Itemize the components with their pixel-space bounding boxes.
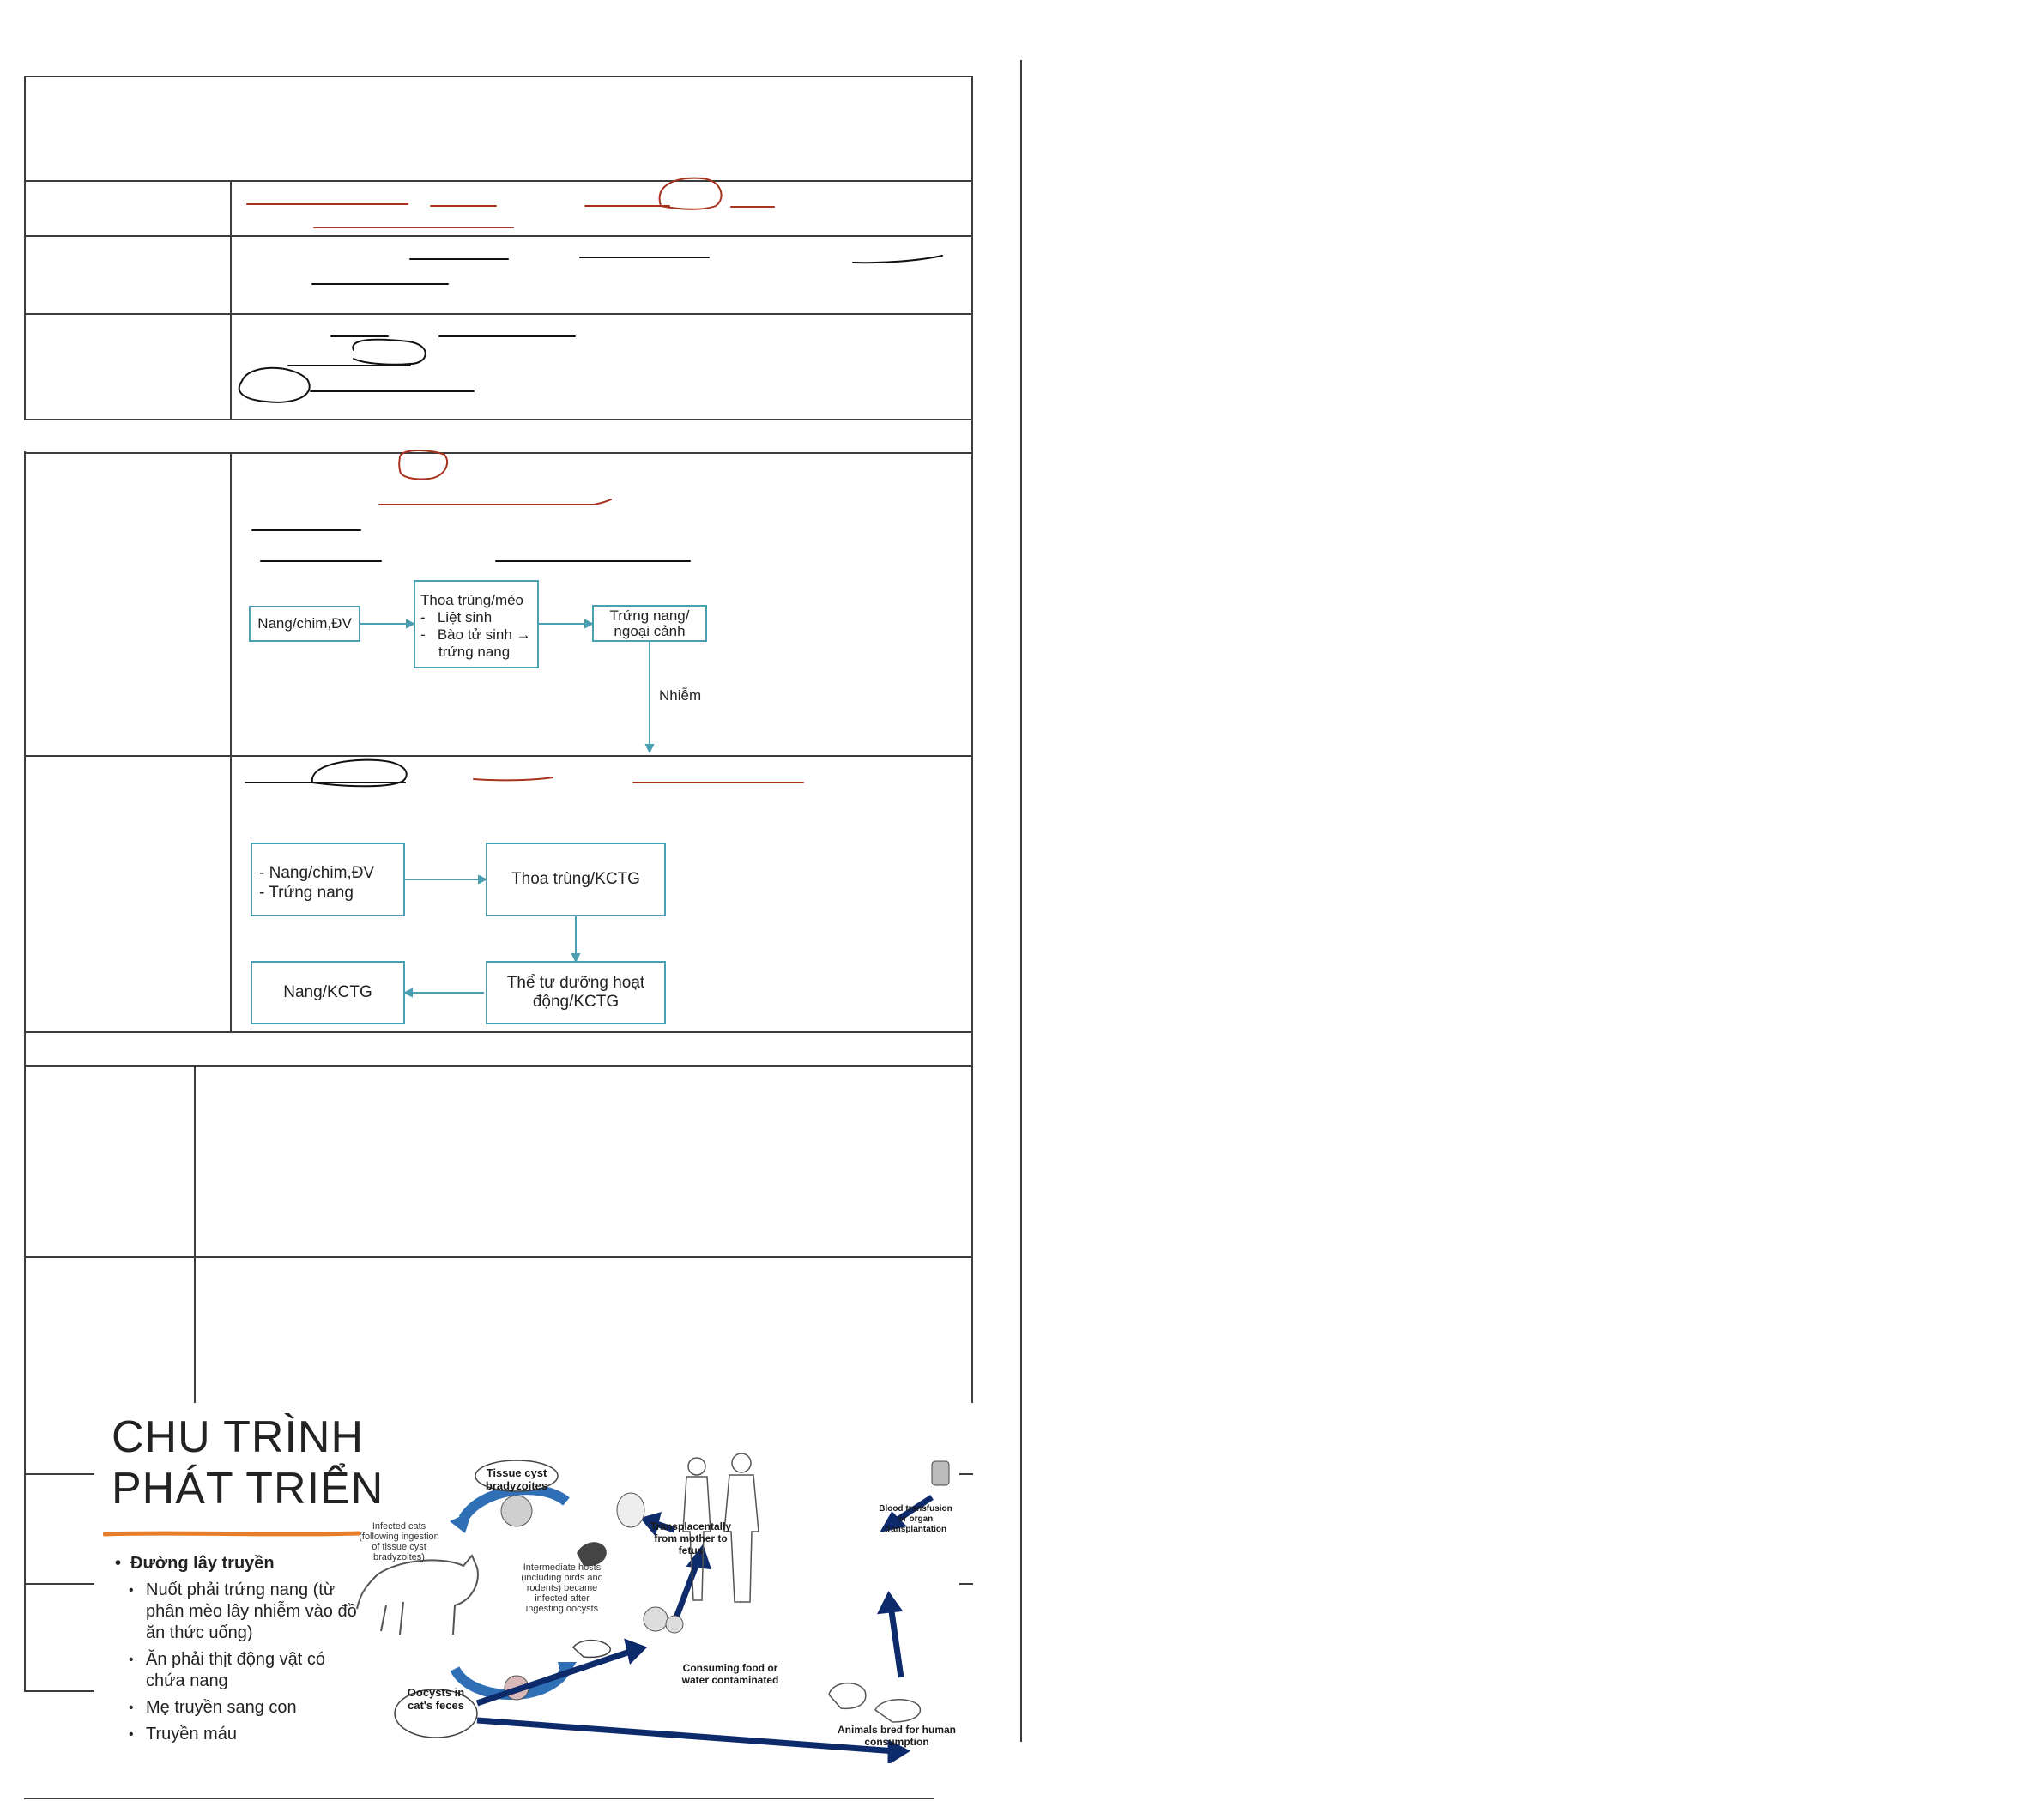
label-animals: Animals bred for human consumption — [837, 1724, 957, 1748]
slide-title — [112, 1411, 384, 1514]
flow-box-item: - Bào tử sinh → — [420, 626, 531, 643]
label-intermediate-hosts: Intermediate hosts (including birds and rodents) became infected after ingesting oocysts — [521, 1562, 603, 1614]
sheep-icon — [829, 1683, 866, 1709]
flow-box-item: - Liệt sinh — [420, 609, 493, 626]
row-divider — [24, 235, 973, 237]
flow-box-label: Trứng nang/ — [609, 607, 690, 624]
row-divider — [24, 755, 973, 757]
route-arrow — [891, 1605, 901, 1677]
row-divider — [24, 419, 973, 420]
title-accent-line — [103, 1530, 360, 1538]
flow-item-text: Liệt sinh — [437, 609, 493, 626]
bullet-item: • Mẹ truyền sang con — [110, 1697, 359, 1719]
flow-box-title: Thoa trùng/mèo — [420, 592, 524, 608]
whiteout — [39, 422, 275, 451]
row-divider — [24, 452, 973, 454]
slide-title-line: PHÁT TRIỂN — [112, 1464, 384, 1514]
label-consuming: Consuming food or water contaminated — [681, 1662, 779, 1686]
bullet-main: • Đường lây truyền — [110, 1553, 359, 1574]
row-divider — [24, 180, 973, 182]
column-divider — [230, 180, 232, 420]
flow-box-label: Thể tư dưỡng hoạt — [506, 974, 645, 992]
label-blood: Blood transfusion or organ transplantation — [879, 1504, 952, 1534]
column-divider — [194, 1065, 196, 1408]
whiteout — [22, 420, 39, 451]
row-divider — [959, 1583, 973, 1585]
pasted-slide — [94, 1403, 978, 1763]
pig-icon — [875, 1700, 920, 1722]
row-divider — [24, 1031, 973, 1033]
cyst-icon — [501, 1496, 532, 1526]
flow-box-label: - Nang/chim,ĐV — [259, 864, 375, 882]
flow-box-label: - Trứng nang — [259, 884, 354, 902]
flow-box-thoa-trung-kctg — [486, 843, 666, 916]
row-divider — [24, 1256, 973, 1258]
flow-box-sources — [251, 843, 405, 916]
row-divider — [24, 1065, 973, 1067]
flow-box-the-tu-duong — [486, 961, 666, 1024]
flow-item-text: Bào tử sinh → — [437, 626, 531, 643]
flow-box-label: ngoại cảnh — [614, 622, 686, 639]
bullet-list — [110, 1553, 359, 1750]
label-tissue-cyst: Tissue cyst bradyzoites — [485, 1466, 548, 1492]
bullet-item: • Ăn phải thịt động vật có chứa nang — [110, 1649, 359, 1692]
route-arrow — [477, 1650, 635, 1703]
cat-icon — [357, 1556, 478, 1635]
column-divider — [230, 452, 232, 1031]
arrow-label-nhiem: Nhiễm — [659, 687, 702, 704]
row-divider — [24, 313, 973, 315]
fetus-icon — [617, 1493, 644, 1527]
food-icon — [666, 1616, 683, 1633]
life-cycle-diagram — [352, 1437, 978, 1763]
flow-box-label: Thoa trùng/KCTG — [511, 870, 640, 888]
blood-bag-icon — [932, 1461, 949, 1485]
page-bottom-edge — [24, 1798, 934, 1799]
flow-box-thoa-trung-meo — [414, 580, 539, 668]
label-oocysts: Oocysts in cat's feces — [407, 1686, 465, 1712]
label-transplacental: Transplacentally from mother to fetus — [650, 1520, 732, 1556]
arrow-head — [882, 1597, 898, 1611]
bullet-item: • Truyền máu — [110, 1724, 359, 1745]
bullet-item: • Nuốt phải trứng nang (từ phân mèo lây nhiễm vào đồ ăn thức uống) — [110, 1580, 359, 1644]
flow-item-text: trứng nang — [438, 644, 511, 660]
flow-box-label: Nang/KCTG — [283, 983, 372, 1001]
arrow-head — [628, 1643, 642, 1659]
rodent-icon — [573, 1641, 610, 1658]
label-infected-cats: Infected cats (following ingestion of tissue cyst bradyzoites) — [359, 1521, 439, 1562]
row-divider — [959, 1473, 973, 1475]
flow-box-nang-kctg — [251, 961, 405, 1024]
flow-box-label: động/KCTG — [532, 993, 620, 1011]
flow-box-trung-nang — [592, 605, 707, 642]
food-icon — [644, 1607, 668, 1631]
flow-box-label: Nang/chim,ĐV — [257, 615, 352, 632]
slide-title-line: CHU TRÌNH — [112, 1412, 365, 1462]
page-edge — [1020, 60, 1022, 1742]
flow-box-nang-chim — [249, 606, 360, 642]
